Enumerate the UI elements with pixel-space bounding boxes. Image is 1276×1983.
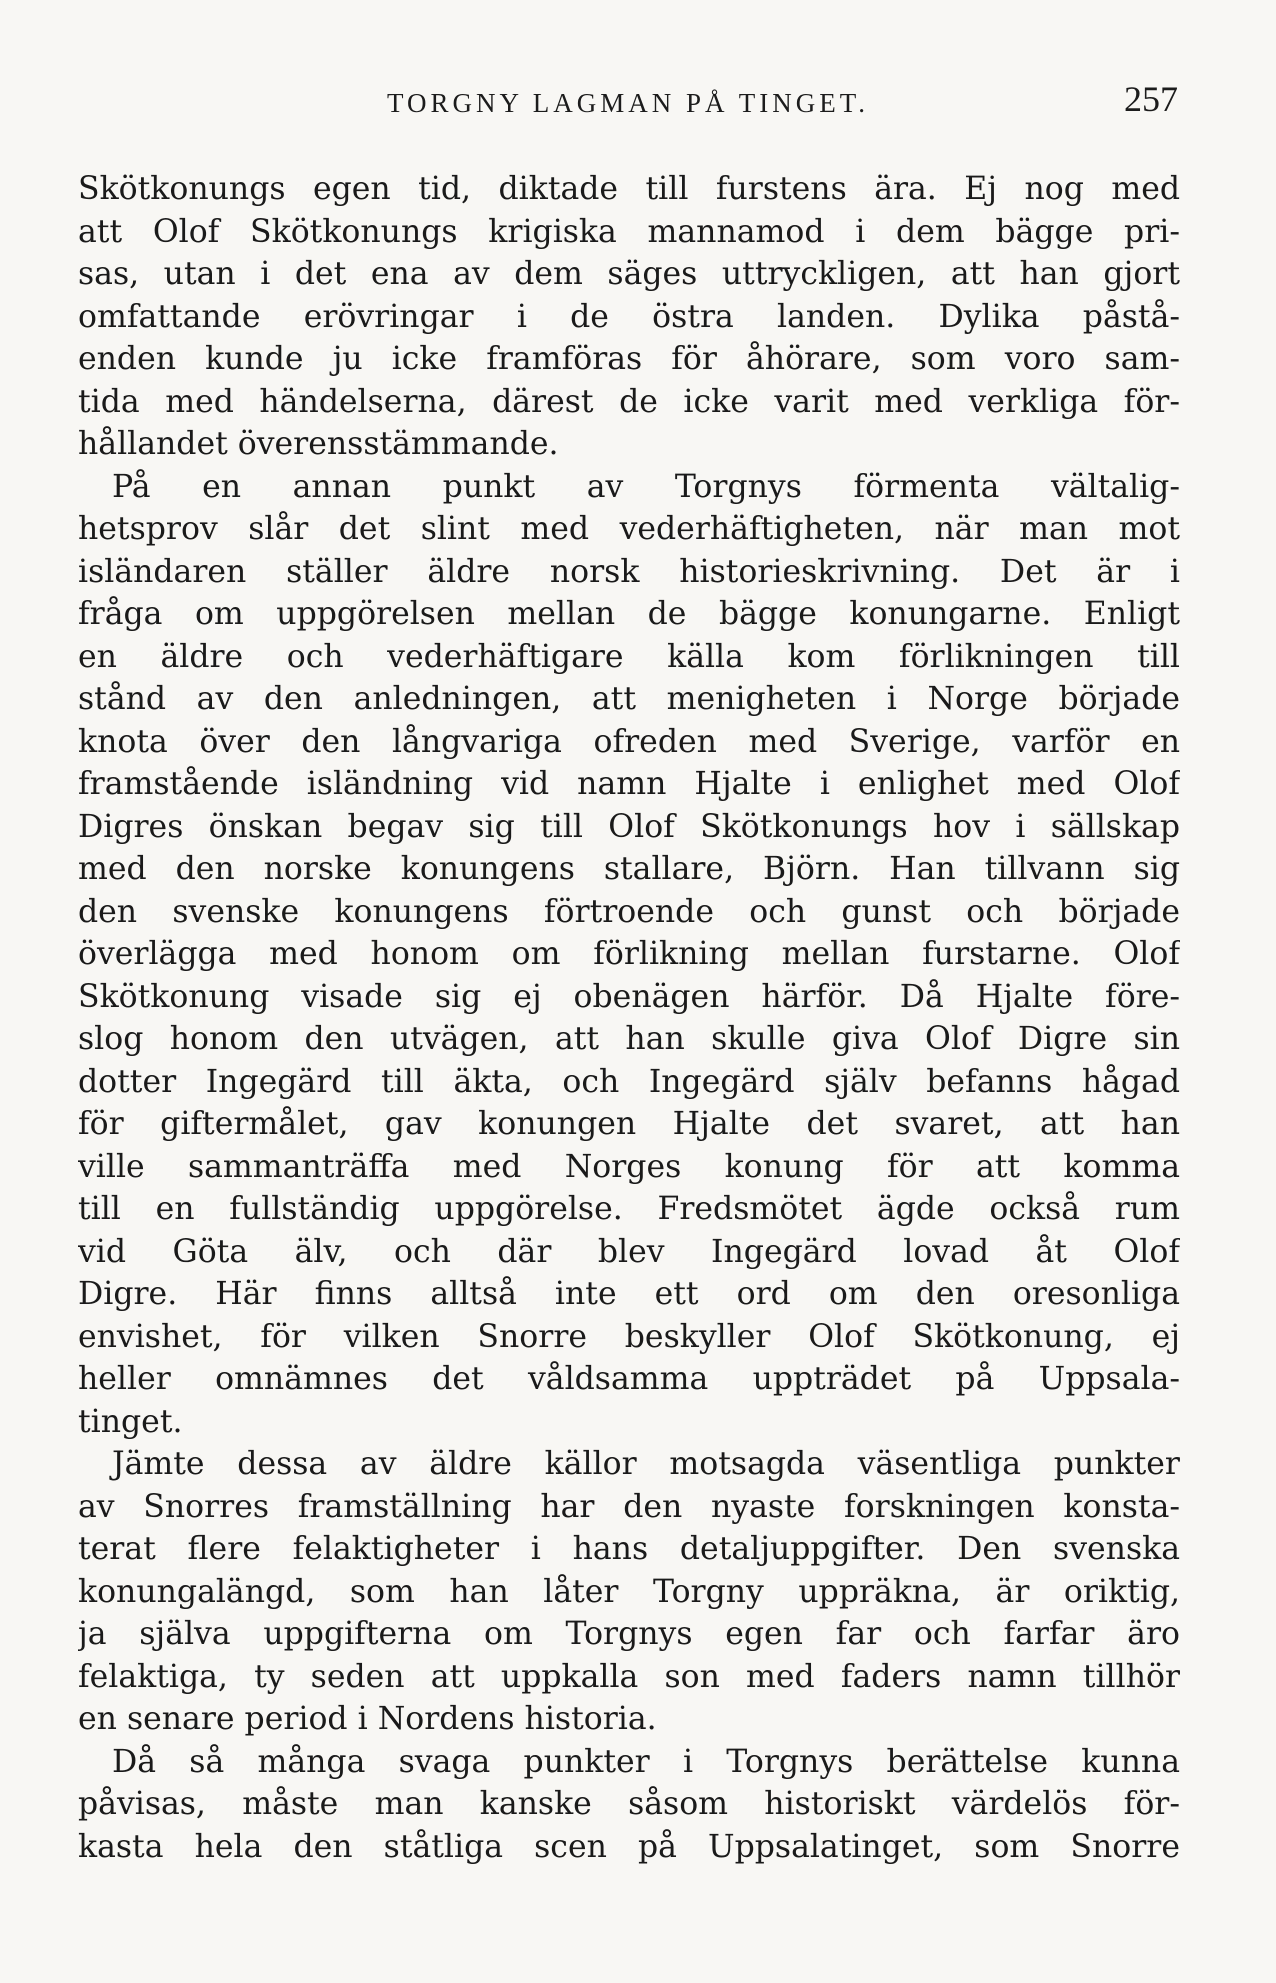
text-line: dotter Ingegärd till äkta, och Ingegärd själv befanns hågad xyxy=(78,1063,1180,1100)
text-line: Skötkonung visade sig ej obenägen härför. Då Hjalte före- xyxy=(78,978,1180,1015)
text-line: framstående isländning vid namn Hjalte i enlighet med Olof xyxy=(78,766,1180,802)
text-line: Digres önskan begav sig till Olof Skötkonungs hov i sällskap xyxy=(78,808,1180,845)
text-line: en äldre och vederhäftigare källa kom förlikningen till xyxy=(78,638,1180,675)
text-line: påvisas, måste man kanske såsom historiskt värdelös för- xyxy=(78,1786,1180,1822)
text-line: isländaren ställer äldre norsk historieskrivning. Det är i xyxy=(78,553,1180,590)
text-line: tida med händelserna, därest de icke varit med verkliga för- xyxy=(78,383,1180,420)
text-line: Skötkonungs egen tid, diktade till furstens ära. Ej nog med xyxy=(78,171,1180,207)
text-line: stånd av den anledningen, att menigheten i Norge började xyxy=(78,681,1180,717)
page-number: 257 xyxy=(1124,79,1178,119)
running-head: TORGNY LAGMAN PÅ TINGET. xyxy=(387,88,869,118)
text-line: fråga om uppgörelsen mellan de bägge konungarne. Enligt xyxy=(78,596,1180,632)
text-line: envishet, för vilken Snorre beskyller Olof Skötkonung, ej xyxy=(78,1318,1180,1355)
text-line: vid Göta älv, och där blev Ingegärd lovad åt Olof xyxy=(78,1233,1180,1270)
text-line: tinget. xyxy=(78,1403,183,1440)
paragraph xyxy=(78,466,1180,1444)
text-line: ville sammanträffa med Norges konung för att komma xyxy=(78,1148,1180,1185)
text-line: att Olof Skötkonungs krigiska mannamod i dem bägge pri- xyxy=(78,213,1180,250)
text-line: Jämte dessa av äldre källor motsagda väsentliga punkter xyxy=(112,1446,1180,1482)
page-header xyxy=(78,78,1178,128)
body-text xyxy=(78,168,1180,1868)
text-line: terat flere felaktigheter i hans detaljuppgifter. Den svenska xyxy=(78,1531,1180,1567)
text-line: knota över den långvariga ofreden med Sverige, varför en xyxy=(78,723,1180,760)
text-line: med den norske konungens stallare, Björn. Han tillvann sig xyxy=(78,851,1180,887)
text-line: sas, utan i det ena av dem säges uttryckligen, att han gjort xyxy=(78,256,1180,292)
text-line: På en annan punkt av Torgnys förmenta vältalig- xyxy=(112,468,1180,505)
text-line: Digre. Här finns alltså inte ett ord om den oresonliga xyxy=(78,1276,1180,1312)
text-line: en senare period i Nordens historia. xyxy=(78,1701,657,1737)
text-line: Då så många svaga punkter i Torgnys berättelse kunna xyxy=(112,1743,1180,1780)
text-line: av Snorres framställning har den nyaste forskningen konsta- xyxy=(78,1488,1180,1525)
text-line: hållandet överensstämmande. xyxy=(78,426,559,462)
text-line: konungalängd, som han låter Torgny uppräkna, är oriktig, xyxy=(78,1573,1180,1610)
text-line: slog honom den utvägen, att han skulle giva Olof Digre sin xyxy=(78,1021,1180,1057)
text-line: heller omnämnes det våldsamma uppträdet på Uppsala- xyxy=(78,1361,1180,1397)
text-line: enden kunde ju icke framföras för åhörare, som voro sam- xyxy=(78,341,1180,377)
text-line: omfattande erövringar i de östra landen. Dylika påstå- xyxy=(78,298,1180,335)
text-line: den svenske konungens förtroende och gunst och började xyxy=(78,893,1180,930)
text-line: hetsprov slår det slint med vederhäftigheten, när man mot xyxy=(78,511,1180,547)
paragraph xyxy=(78,1741,1180,1869)
text-line: till en fullständig uppgörelse. Fredsmötet ägde också rum xyxy=(78,1191,1180,1227)
text-line: felaktiga, ty seden att uppkalla son med faders namn tillhör xyxy=(78,1658,1180,1695)
text-line: ja själva uppgifterna om Torgnys egen far och farfar äro xyxy=(78,1616,1180,1652)
text-line: överlägga med honom om förlikning mellan furstarne. Olof xyxy=(78,936,1180,972)
text-line: kasta hela den ståtliga scen på Uppsalatinget, som Snorre xyxy=(78,1828,1180,1865)
paragraph xyxy=(78,1443,1180,1741)
paragraph xyxy=(78,168,1180,466)
text-line: för giftermålet, gav konungen Hjalte det svaret, att han xyxy=(78,1106,1180,1142)
